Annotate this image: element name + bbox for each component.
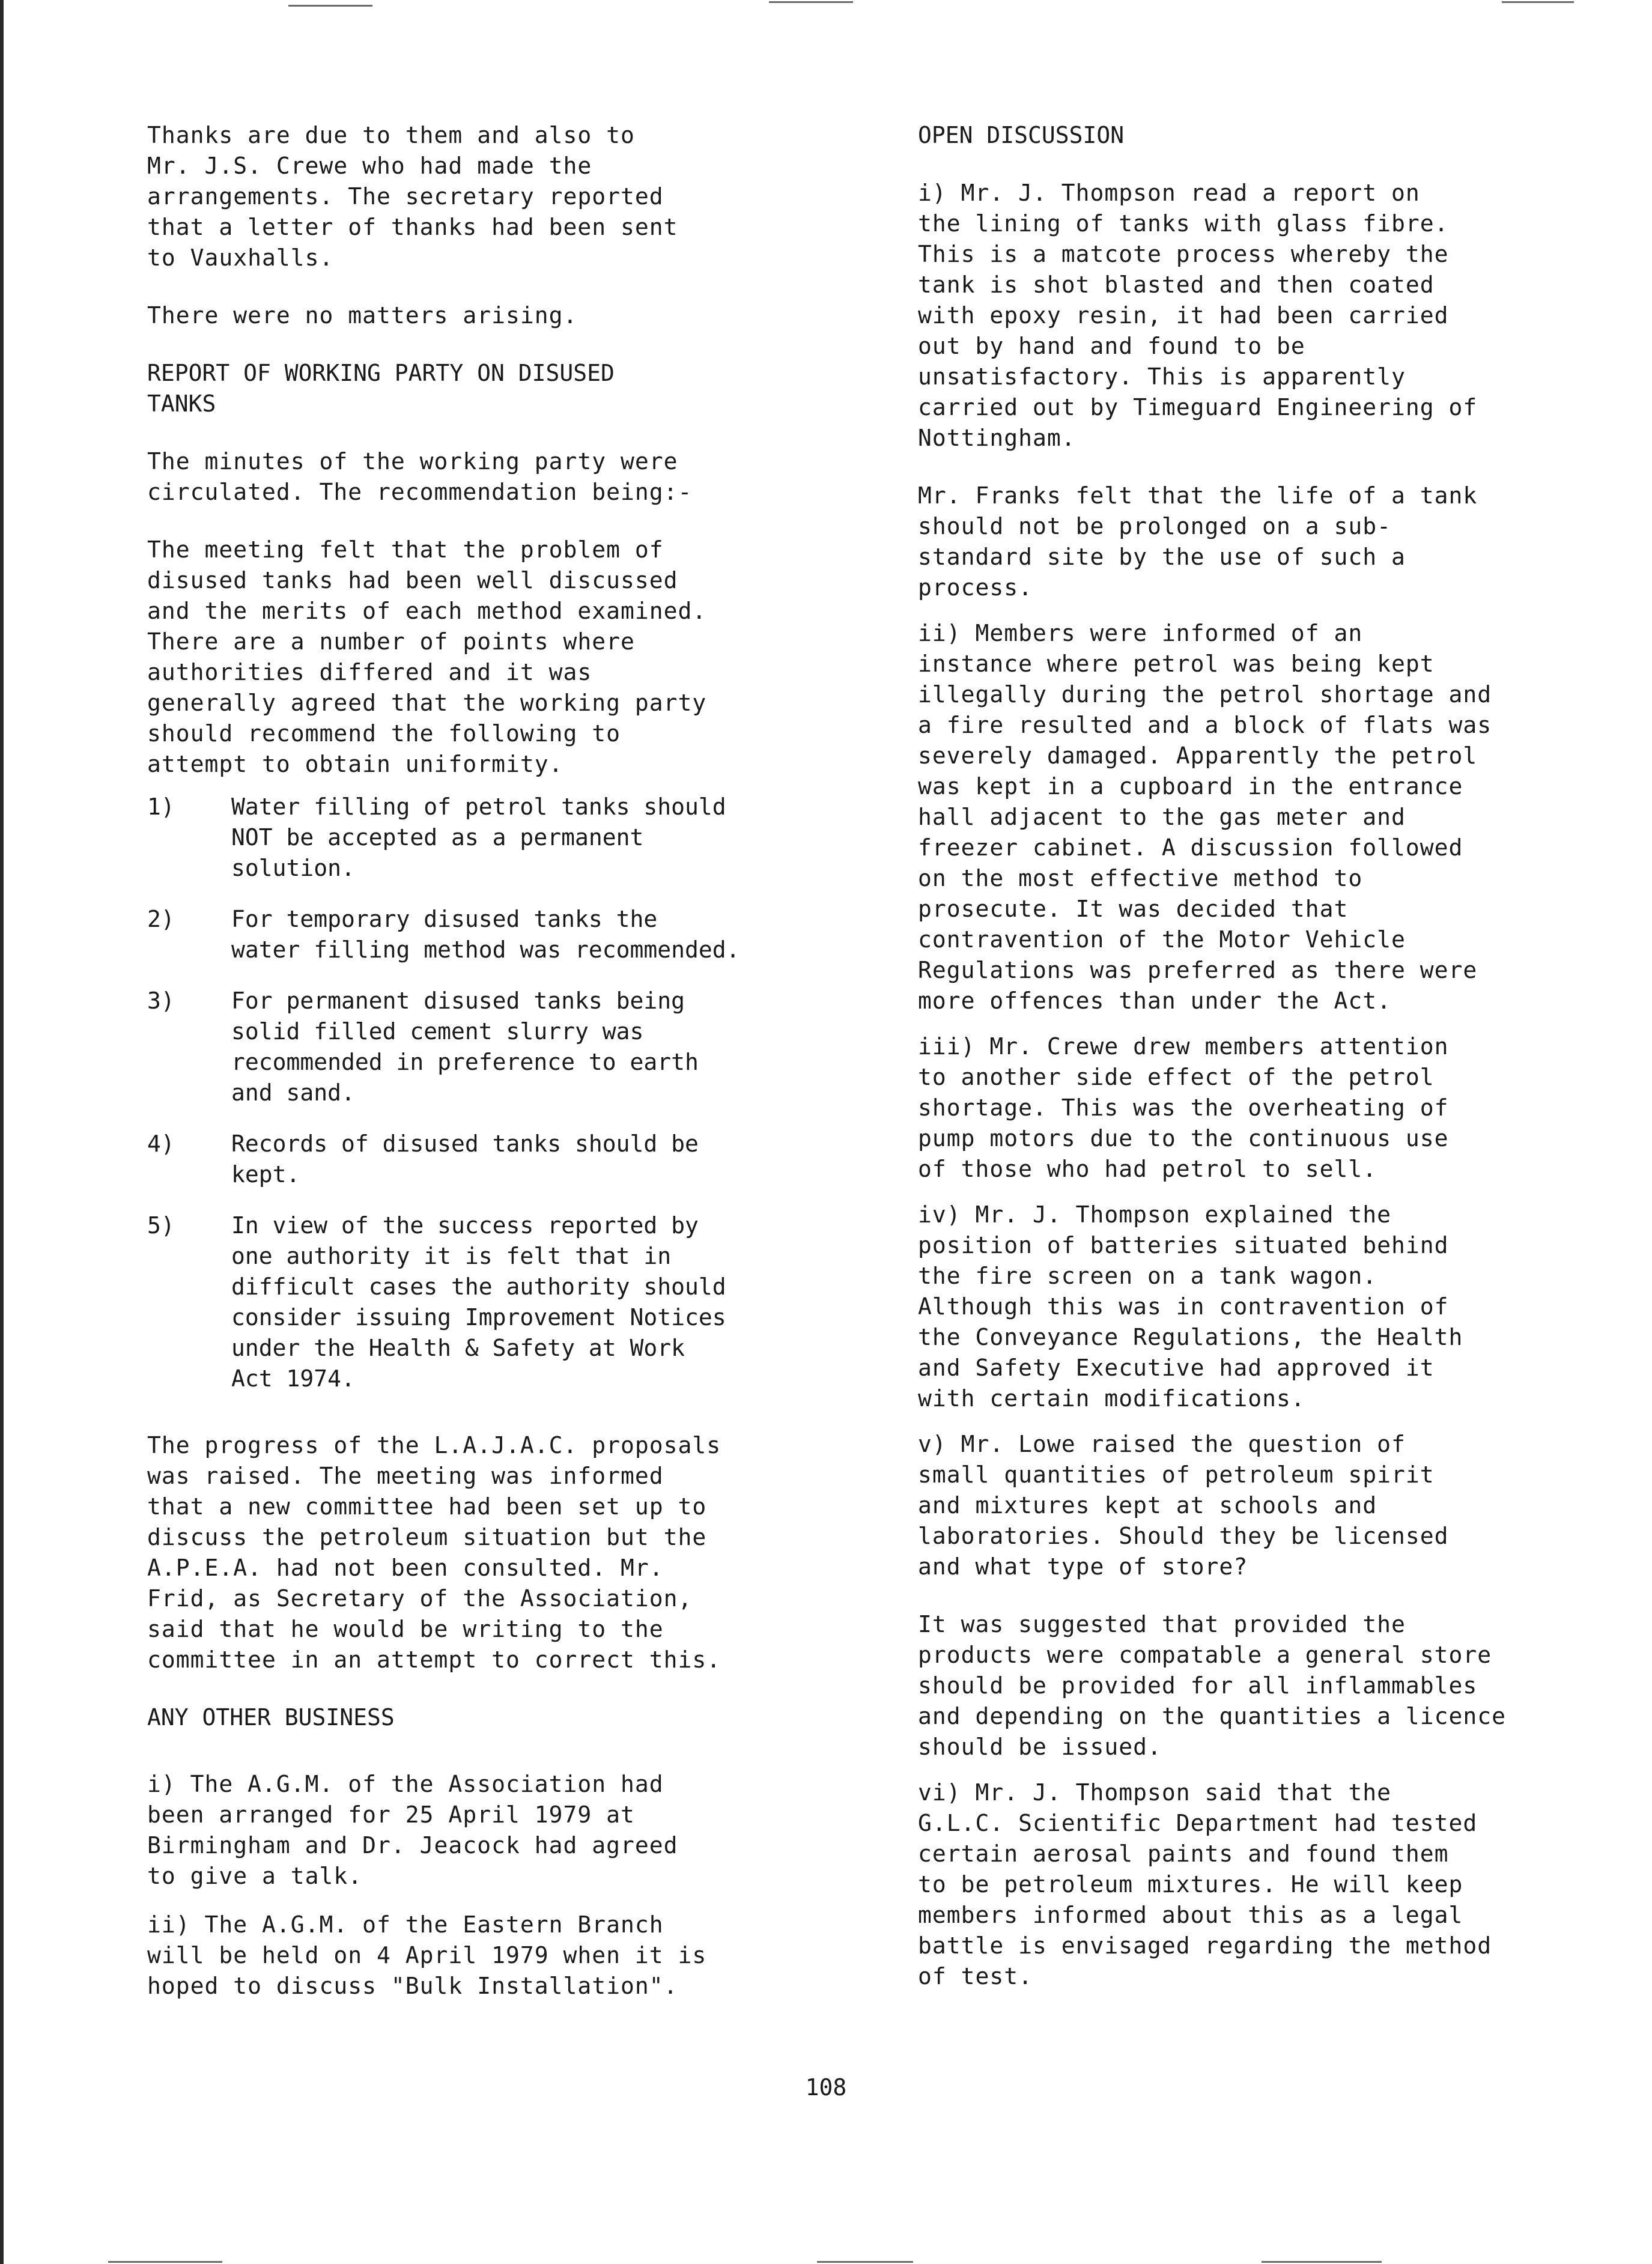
paragraph-lajac: The progress of the L.A.J.A.C. proposals was raised. The meeting was informed that a new committee had been set up to discuss the petroleum situation but the A.P.E.A. had not been consulted. Mr. Frid, as Secretary of the Association, said that he would be writing to the committee in an attempt to correct this. bbox=[147, 1432, 721, 1673]
list-item bbox=[147, 904, 844, 965]
scan-rule-top-left bbox=[288, 5, 372, 7]
heading-open-discussion: OPEN DISCUSSION bbox=[918, 122, 1125, 148]
scan-rule-bottom-right bbox=[1262, 2261, 1382, 2263]
paragraph-aob-1: i) The A.G.M. of the Association had been arranged for 25 April 1979 at Birmingham and Dr. Jeacock had agreed to give a talk. bbox=[147, 1771, 678, 1889]
scan-rule-top-middle bbox=[769, 1, 853, 3]
heading-any-other-business: ANY OTHER BUSINESS bbox=[147, 1704, 395, 1731]
paragraph-meeting-felt: The meeting felt that the problem of disused tanks had been well discussed and the merits of each method examined. There are a number of points where authorities differed and it was generally agreed that the working party should recommend the following to attempt to obtain uniformity. bbox=[147, 536, 707, 777]
paragraph-discussion-5: v) Mr. Lowe raised the question of small quantities of petroleum spirit and mixtures kept at schools and laboratories. Should they be licensed and what type of store? bbox=[918, 1431, 1449, 1580]
paragraph-thanks: Thanks are due to them and also to Mr. J.S. Crewe who had made the arrangements. The secretary reported that a letter of thanks had been sent to Vauxhalls. bbox=[147, 122, 678, 271]
paragraph-discussion-1b: Mr. Franks felt that the life of a tank should not be prolonged on a sub- standard site by the use of such a process. bbox=[918, 482, 1478, 601]
paragraph-discussion-1: i) Mr. J. Thompson read a report on the lining of tanks with glass fibre. This is a matcote process whereby the tank is shot blasted and then coated with epoxy resin, it had been carried out by hand and found to be unsatisfactory. This is apparently carried out by Timeguard Engineering of Nottingham. bbox=[918, 180, 1478, 451]
paragraph-discussion-4: iv) Mr. J. Thompson explained the position of batteries situated behind the fire screen on a tank wagon. Although this was in contravention of the Conveyance Regulations, the Health and Safety Executive had approved it with certain modifications. bbox=[918, 1201, 1463, 1412]
paragraph-discussion-5b: It was suggested that provided the products were compatable a general store should be provided for all inflammables and depending on the quantities a licence should be issued. bbox=[918, 1611, 1506, 1760]
recommendations-list bbox=[147, 792, 844, 1394]
list-item-number: 1) bbox=[147, 794, 175, 820]
scan-rule-bottom-middle bbox=[817, 2261, 913, 2263]
list-item-number: 2) bbox=[147, 906, 175, 932]
heading-working-party: REPORT OF WORKING PARTY ON DISUSED TANKS bbox=[147, 360, 615, 417]
scan-rule-top-right bbox=[1502, 1, 1574, 3]
paragraph-discussion-6: vi) Mr. J. Thompson said that the G.L.C. Scientific Department had tested certain aerosal paints and found them to be petroleum mixtures. He will keep members informed about this as a legal battle is envisaged regarding the method of test. bbox=[918, 1779, 1492, 1989]
list-item-number: 5) bbox=[147, 1212, 175, 1239]
list-item-number: 4) bbox=[147, 1130, 175, 1157]
paragraph-discussion-3: iii) Mr. Crewe drew members attention to another side effect of the petrol shortage. This was the overheating of pump motors due to the continuous use of those who had petrol to sell. bbox=[918, 1033, 1449, 1182]
paragraph-aob-2: ii) The A.G.M. of the Eastern Branch will be held on 4 April 1979 when it is hoped to discuss "Bulk Installation". bbox=[147, 1911, 707, 1999]
list-item bbox=[147, 792, 844, 884]
page-number: 108 bbox=[805, 2074, 847, 2101]
scan-rule-bottom-left bbox=[108, 2261, 222, 2263]
right-column bbox=[918, 120, 1585, 2019]
list-item-text: For permanent disused tanks being solid filled cement slurry was recommended in preference to earth and sand. bbox=[231, 988, 699, 1106]
paragraph-minutes: The minutes of the working party were circulated. The recommendation being:- bbox=[147, 448, 693, 505]
paragraph-discussion-2: ii) Members were informed of an instance where petrol was being kept illegally during the petrol shortage and a fire resulted and a block of flats was severely damaged. Apparently the petrol was kept in a cupboard in the entrance hall adjacent to the gas meter and freezer cabinet. A discussion followed on the most effective method to prosecute. It was decided that contravention of the Motor Vehicle Regulations was preferred as there were more offences than under the Act. bbox=[918, 620, 1492, 1014]
list-item-text: For temporary disused tanks the water filling method was recommended. bbox=[231, 906, 740, 963]
list-item-text: Records of disused tanks should be kept. bbox=[231, 1130, 699, 1188]
list-item bbox=[147, 1210, 844, 1394]
list-item-text: Water filling of petrol tanks should NOT be accepted as a permanent solution. bbox=[231, 794, 726, 881]
list-item bbox=[147, 1129, 844, 1190]
scan-edge bbox=[0, 0, 4, 2264]
list-item-text: In view of the success reported by one authority it is felt that in difficult cases the authority should consider issuing Improvement Notices under the Health & Safety at Work Act 1974. bbox=[231, 1212, 726, 1392]
list-item-number: 3) bbox=[147, 988, 175, 1014]
left-column bbox=[147, 120, 844, 2029]
paragraph-no-matters: There were no matters arising. bbox=[147, 302, 578, 329]
list-item bbox=[147, 986, 844, 1108]
